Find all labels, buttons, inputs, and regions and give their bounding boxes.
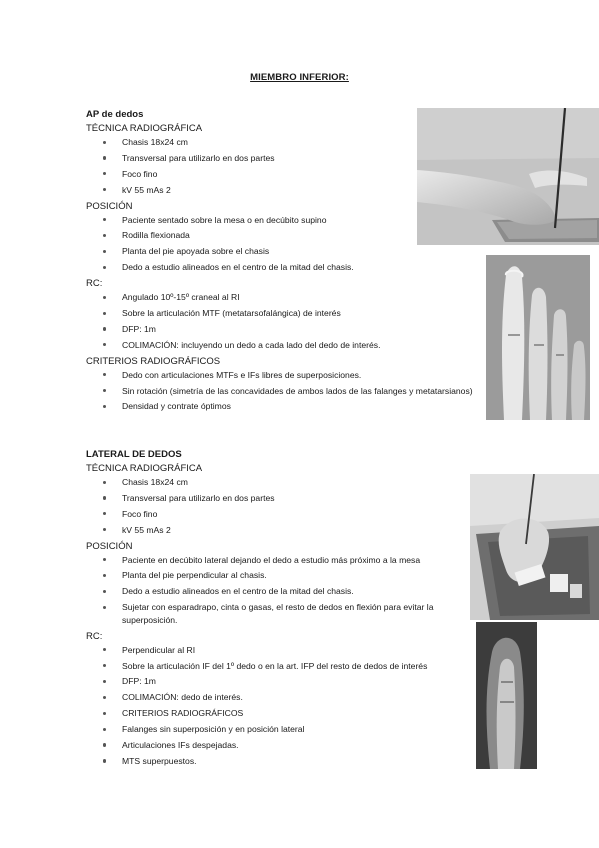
list-item: Transversal para utilizarlo en dos partes (86, 492, 486, 505)
list-item: Sin rotación (simetría de las concavidades de ambos lados de las falanges y metatarsianos) (86, 385, 486, 398)
list-item: COLIMACIÓN: dedo de interés. (86, 691, 456, 704)
ap-toes-xray (486, 255, 590, 420)
lateral-positioning-photo (470, 474, 599, 620)
rc-label: RC: (86, 630, 103, 642)
tecnica-list (86, 476, 486, 536)
list-item: Sobre la articulación IF del 1º dedo o en la art. IFP del resto de dedos de interés (86, 660, 456, 673)
list-item: Sobre la articulación MTF (metatarsofalángica) de interés (86, 307, 486, 320)
list-item: Dedo a estudio alineados en el centro de la mitad del chasis. (86, 261, 486, 274)
section-heading: LATERAL DE DEDOS (86, 449, 182, 460)
list-item: Perpendicular al RI (86, 644, 456, 657)
list-item: Articulaciones IFs despejadas. (86, 739, 456, 752)
ap-positioning-photo (417, 108, 599, 245)
list-item: Paciente en decúbito lateral dejando el dedo a estudio más próximo a la mesa (86, 554, 456, 567)
list-item: Dedo a estudio alineados en el centro de la mitad del chasis. (86, 585, 456, 598)
list-item: Transversal para utilizarlo en dos partes (86, 152, 486, 165)
list-item: Densidad y contrate óptimos (86, 400, 486, 413)
section-lateral-dedos (86, 448, 486, 771)
rc-list (86, 644, 456, 768)
list-item: DFP: 1m (86, 323, 486, 336)
list-item: DFP: 1m (86, 675, 456, 688)
posicion-list (86, 554, 456, 627)
section-heading: AP de dedos (86, 109, 144, 120)
criterios-label: CRITERIOS RADIOGRÁFICOS (86, 355, 221, 367)
rc-list (86, 291, 486, 351)
list-item: Planta del pie apoyada sobre el chasis (86, 245, 486, 258)
posicion-label: POSICIÓN (86, 540, 133, 552)
tecnica-label: TÉCNICA RADIOGRÁFICA (86, 463, 203, 474)
list-item: Chasis 18x24 cm (86, 136, 486, 149)
page-title: MIEMBRO INFERIOR: (250, 72, 349, 83)
criterios-list (86, 369, 486, 413)
list-item: Foco fino (86, 508, 486, 521)
posicion-label: POSICIÓN (86, 200, 133, 212)
list-item: Falanges sin superposición y en posición lateral (86, 723, 456, 736)
list-item: kV 55 mAs 2 (86, 184, 486, 197)
list-item: Dedo con articulaciones MTFs e IFs libres de superposiciones. (86, 369, 486, 382)
list-item: Chasis 18x24 cm (86, 476, 486, 489)
list-item: Paciente sentado sobre la mesa o en decúbito supino (86, 214, 486, 227)
list-item: Foco fino (86, 168, 486, 181)
list-item: MTS superpuestos. (86, 755, 456, 768)
list-item: Rodilla flexionada (86, 229, 486, 242)
list-item: Planta del pie perpendicular al chasis. (86, 569, 456, 582)
tecnica-label: TÉCNICA RADIOGRÁFICA (86, 123, 203, 134)
rc-label: RC: (86, 278, 103, 290)
list-item: CRITERIOS RADIOGRÁFICOS (86, 707, 456, 720)
list-item: Sujetar con esparadrapo, cinta o gasas, el resto de dedos en flexión para evitar la superposición. (86, 601, 456, 626)
list-item: COLIMACIÓN: incluyendo un dedo a cada lado del dedo de interés. (86, 339, 486, 352)
lateral-toes-xray (476, 622, 537, 769)
list-item: kV 55 mAs 2 (86, 524, 486, 537)
list-item: Angulado 10º-15º craneal al RI (86, 291, 486, 304)
